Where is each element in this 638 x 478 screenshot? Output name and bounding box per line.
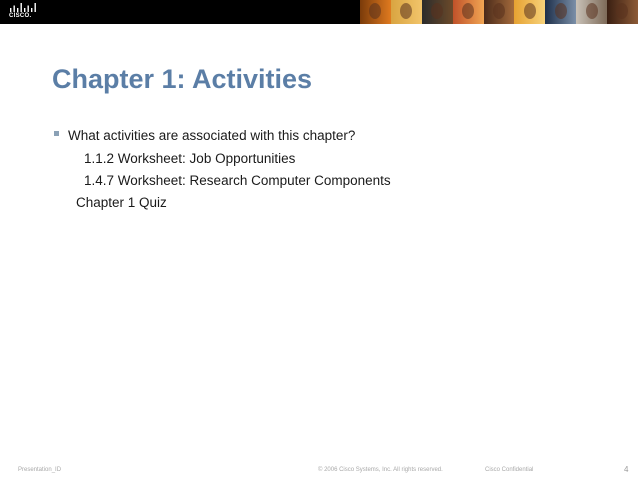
people-photo — [360, 0, 391, 24]
page-number: 4 — [624, 465, 629, 474]
bullet-marker — [54, 131, 59, 136]
cisco-logo — [9, 3, 37, 20]
copyright-text: © 2006 Cisco Systems, Inc. All rights reserved. — [318, 467, 443, 473]
quiz-item: Chapter 1 Quiz — [76, 195, 167, 210]
cisco-bars-icon — [9, 3, 37, 12]
footer — [0, 465, 638, 477]
people-photo — [391, 0, 422, 24]
people-photo — [514, 0, 545, 24]
header-bar — [0, 0, 638, 24]
people-photo — [453, 0, 484, 24]
people-photo — [484, 0, 515, 24]
people-photo — [607, 0, 638, 24]
presentation-id: Presentation_ID — [18, 467, 62, 473]
confidential-label: Cisco Confidential — [485, 467, 534, 473]
people-photo — [545, 0, 576, 24]
people-photo — [576, 0, 607, 24]
activity-item: 1.4.7 Worksheet: Research Computer Components — [84, 173, 391, 188]
people-photo — [422, 0, 453, 24]
activity-item: 1.1.2 Worksheet: Job Opportunities — [84, 151, 296, 166]
photo-strip — [360, 0, 638, 24]
logo-text: CISCO. — [9, 13, 32, 19]
slide-title: Chapter 1: Activities — [52, 64, 313, 94]
bullet-text: What activities are associated with this chapter? — [68, 128, 356, 143]
